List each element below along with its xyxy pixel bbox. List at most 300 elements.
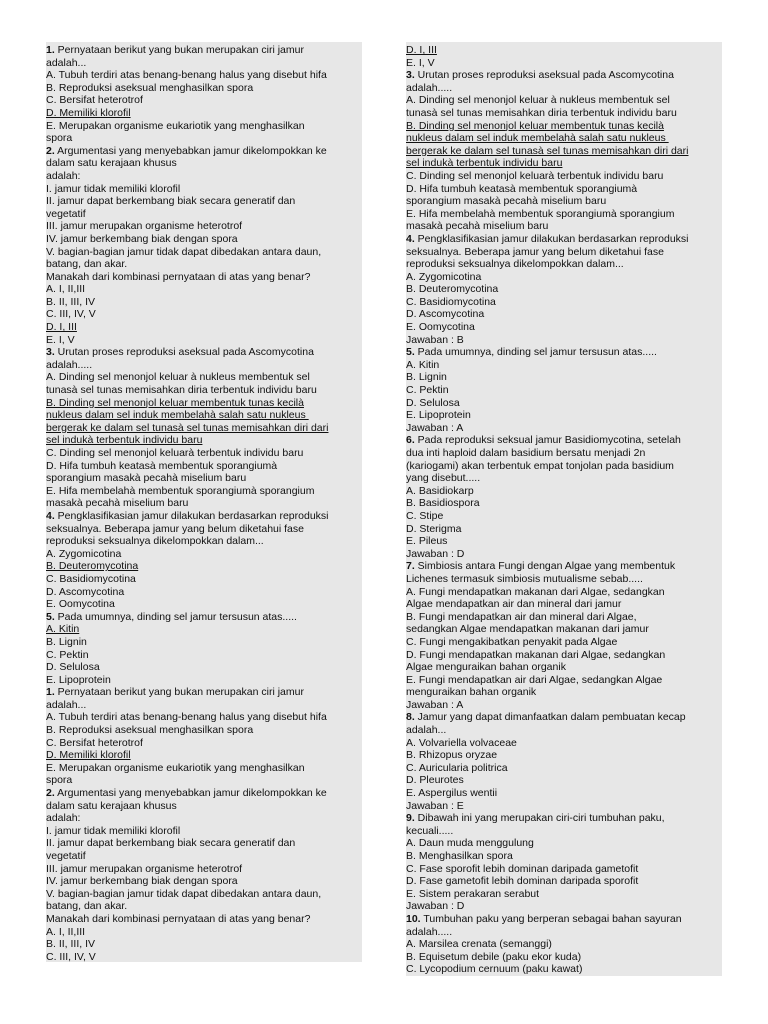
text-line — [46, 94, 362, 107]
text-line — [46, 371, 362, 384]
line-text: Urutan proses reproduksi aseksual pada Ascomycotina — [54, 346, 314, 359]
line-text: II. jamur dapat berkembang biak secara generatif dan — [46, 837, 296, 850]
line-text: E. Merupakan organisme eukariotik yang menghasilkan — [46, 761, 305, 774]
text-line — [46, 661, 362, 674]
text-line — [406, 120, 722, 133]
question-number: 2. — [46, 144, 55, 157]
line-text: A. Kitin — [406, 358, 440, 371]
line-text: B. Rhizopus oryzae — [406, 749, 498, 762]
line-text: E. I, V — [46, 333, 75, 346]
line-text: E. Hifa membelahà membentuk sporangiumà sporangium — [406, 207, 675, 220]
line-text: D. Sterigma — [406, 522, 462, 535]
text-line — [46, 913, 362, 926]
line-text: B. Reproduksi aseksual menghasilkan spora — [46, 81, 254, 94]
text-line — [406, 94, 722, 107]
text-line — [46, 636, 362, 649]
text-line — [406, 762, 722, 775]
line-text: C. Fase sporofit lebih dominan daripada gametofit — [406, 862, 639, 875]
text-line — [406, 57, 722, 70]
text-line — [46, 774, 362, 787]
line-text: Jawaban : A — [406, 421, 464, 434]
line-text: D. Pleurotes — [406, 774, 464, 787]
line-text: kecuali..... — [406, 824, 454, 837]
text-line — [406, 674, 722, 687]
text-line — [406, 82, 722, 95]
line-text: nukleus dalam sel induk membelahà salah satu nukleus — [406, 132, 669, 145]
text-line — [46, 762, 362, 775]
line-text: C. Pektin — [46, 648, 89, 661]
text-line — [46, 875, 362, 888]
line-text: Pernyataan berikut yang bukan merupakan ciri jamur — [54, 686, 304, 699]
line-text: C. Fungi mengakibatkan penyakit pada Algae — [406, 635, 618, 648]
text-line — [46, 258, 362, 271]
question-number: 1. — [46, 44, 55, 56]
line-text: A. Dinding sel menonjol keluar à nukleus membentuk sel — [46, 371, 310, 384]
line-text: A. Tubuh terdiri atas benang-benang halus yang disebut hifa — [46, 711, 327, 724]
text-line — [406, 271, 722, 284]
line-text: B. Basidiospora — [406, 497, 480, 510]
text-line — [406, 812, 722, 825]
line-text: B. Dinding sel menonjol keluar membentuk tunas kecilà — [406, 119, 664, 132]
line-text: Dibawah ini yang merupakan ciri-ciri tumbuhan paku, — [414, 812, 665, 825]
text-line — [406, 560, 722, 573]
text-line — [406, 611, 722, 624]
text-line — [46, 812, 362, 825]
line-text: A. Daun muda menggulung — [406, 837, 534, 850]
line-text: D. Memiliki klorofil — [46, 106, 131, 119]
text-line — [406, 208, 722, 221]
text-line — [46, 409, 362, 422]
text-line — [46, 711, 362, 724]
line-text: E. Aspergilus wentii — [406, 787, 498, 800]
text-line — [406, 636, 722, 649]
text-line — [406, 359, 722, 372]
line-text: B. II, III, IV — [46, 295, 96, 308]
line-text: dua inti haploid dalam basidium bersatu menjadi 2n — [406, 447, 646, 459]
text-line — [406, 850, 722, 863]
question-number: 8. — [406, 711, 415, 724]
text-line — [46, 82, 362, 95]
text-line — [406, 787, 722, 800]
text-line — [46, 523, 362, 536]
text-line — [46, 900, 362, 913]
text-line — [406, 510, 722, 523]
text-line — [406, 573, 722, 586]
line-text: E. Hifa membelahà membentuk sporangiumà sporangium — [46, 484, 315, 497]
text-line — [46, 57, 362, 70]
text-line — [46, 825, 362, 838]
line-text: Algae mendapatkan air dan mineral dari jamur — [406, 598, 622, 611]
line-text: A. I, II,III — [46, 283, 86, 296]
text-line — [46, 724, 362, 737]
text-line — [46, 623, 362, 636]
text-line — [46, 938, 362, 951]
question-number: 4. — [406, 232, 415, 245]
line-text: B. Lignin — [46, 635, 87, 648]
line-text: seksualnya. Beberapa jamur yang belum diketahui fase — [46, 522, 304, 535]
line-text: C. Basidiomycotina — [406, 295, 496, 308]
line-text: IV. jamur berkembang biak dengan spora — [46, 875, 238, 888]
line-text: adalah... — [406, 724, 447, 737]
line-text: E. Oomycotina — [46, 598, 115, 611]
line-text: yang disebut..... — [406, 472, 481, 485]
text-line — [46, 397, 362, 410]
question-number: 5. — [46, 610, 55, 623]
line-text: C. Auricularia politrica — [406, 761, 508, 774]
text-line — [406, 258, 722, 271]
text-line — [406, 888, 722, 901]
text-line — [46, 170, 362, 183]
line-text: sporangium masakà pecahà miselium baru — [406, 195, 607, 208]
text-line — [46, 447, 362, 460]
line-text: masakà pecahà miselium baru — [406, 220, 549, 233]
text-line — [46, 926, 362, 939]
text-line — [406, 837, 722, 850]
line-text: adalah: — [46, 169, 81, 182]
line-text: Jawaban : D — [406, 547, 465, 560]
question-number: 7. — [406, 560, 415, 573]
line-text: A. Volvariella volvaceae — [406, 736, 517, 749]
text-line — [46, 951, 362, 964]
text-line — [406, 233, 722, 246]
text-line — [406, 460, 722, 473]
line-text: Tumbuhan paku yang berperan sebagai bahan sayuran — [420, 912, 682, 925]
line-text: E. Sistem perakaran serabut — [406, 887, 540, 900]
text-line — [46, 497, 362, 510]
text-line — [46, 132, 362, 145]
text-line — [406, 397, 722, 410]
line-text: Pada umumnya, dinding sel jamur tersusun atas..... — [414, 346, 657, 359]
text-line — [46, 649, 362, 662]
line-text: reproduksi seksualnya dikelompokkan dalam... — [46, 535, 264, 548]
text-line — [406, 497, 722, 510]
question-number: 6. — [406, 434, 415, 447]
line-text: III. jamur merupakan organisme heterotrof — [46, 862, 243, 875]
question-number: 5. — [406, 346, 415, 359]
text-line — [46, 359, 362, 372]
line-text: bergerak ke dalam sel tunasà sel tunas memisahkan diri dari — [406, 144, 689, 157]
line-text: tunasà sel tunas memisahkan diria terbentuk individu baru — [46, 384, 317, 397]
line-text: reproduksi seksualnya dikelompokkan dalam... — [406, 258, 624, 271]
line-text: dalam satu kerajaan khusus — [46, 799, 177, 812]
line-text: D. Hifa tumbuh keatasà membentuk sporangiumà — [46, 459, 278, 472]
text-line — [406, 623, 722, 636]
line-text: vegetatif — [46, 207, 86, 220]
line-text: A. I, II,III — [46, 925, 86, 938]
question-number: 3. — [46, 346, 55, 359]
question-number: 1. — [46, 686, 55, 699]
line-text: Jawaban : A — [406, 698, 464, 711]
line-text: Lichenes termasuk simbiosis mutualisme sebab..... — [406, 572, 643, 585]
line-text: Jawaban : B — [406, 333, 464, 346]
line-text: E. Lipoprotein — [46, 673, 111, 686]
line-text: nukleus dalam sel induk membelahà salah satu nukleus — [46, 409, 309, 422]
text-line — [406, 195, 722, 208]
line-text: C. III, IV, V — [46, 950, 96, 963]
line-text: spora — [46, 774, 73, 787]
text-line — [46, 535, 362, 548]
line-text: B. Reproduksi aseksual menghasilkan spora — [46, 724, 254, 737]
text-line — [406, 308, 722, 321]
text-line — [46, 800, 362, 813]
line-text: E. Merupakan organisme eukariotik yang menghasilkan — [46, 119, 305, 132]
line-text: Jawaban : D — [406, 900, 465, 913]
text-line — [46, 384, 362, 397]
text-line — [406, 296, 722, 309]
line-text: Pengklasifikasian jamur dilakukan berdasarkan reproduksi — [414, 232, 689, 245]
line-text: II. jamur dapat berkembang biak secara generatif dan — [46, 195, 296, 208]
line-text: B. Deuteromycotina — [406, 283, 499, 296]
text-line — [406, 346, 722, 359]
text-line — [406, 800, 722, 813]
text-line — [46, 434, 362, 447]
text-line — [46, 107, 362, 120]
text-line — [406, 875, 722, 888]
line-text: sel indukà terbentuk individu baru — [46, 434, 203, 447]
text-line — [406, 334, 722, 347]
line-text: Pada reproduksi seksual jamur Basidiomycotina, setelah — [414, 434, 681, 447]
text-line — [46, 686, 362, 699]
text-line — [406, 686, 722, 699]
line-text: D. Hifa tumbuh keatasà membentuk sporangiumà — [406, 182, 638, 195]
question-number: 4. — [46, 509, 55, 522]
text-line — [46, 460, 362, 473]
text-line — [46, 346, 362, 359]
text-line — [46, 157, 362, 170]
line-text: A. Zygomicotina — [46, 547, 122, 560]
text-line — [406, 586, 722, 599]
line-text: Algae menguraikan bahan organik — [406, 661, 566, 674]
text-line — [406, 246, 722, 259]
line-text: I. jamur tidak memiliki klorofil — [46, 182, 181, 195]
line-text: (kariogami) akan terbentuk empat tonjolan pada basidium — [406, 459, 674, 472]
question-number: 3. — [406, 69, 415, 82]
line-text: Simbiosis antara Fungi dengan Algae yang membentuk — [414, 560, 676, 573]
left-column — [46, 42, 362, 962]
text-line — [406, 447, 722, 460]
line-text: Argumentasi yang menyebabkan jamur dikelompokkan ke — [54, 144, 327, 157]
line-text: A. Dinding sel menonjol keluar à nukleus membentuk sel — [406, 94, 670, 107]
line-text: tunasà sel tunas memisahkan diria terbentuk individu baru — [406, 106, 677, 119]
text-line — [46, 837, 362, 850]
line-text: A. Fungi mendapatkan makanan dari Algae, sedangkan — [406, 585, 665, 598]
line-text: C. Pektin — [406, 384, 449, 397]
line-text: E. I, V — [406, 56, 435, 69]
text-line — [46, 472, 362, 485]
line-text: A. Kitin — [46, 623, 80, 636]
text-line — [406, 963, 722, 976]
line-text: B. Equisetum debile (paku ekor kuda) — [406, 950, 582, 963]
line-text: A. Marsilea crenata (semanggi) — [406, 938, 552, 951]
text-line — [406, 926, 722, 939]
question-number: 9. — [406, 812, 415, 825]
text-line — [46, 283, 362, 296]
line-text: C. Dinding sel menonjol keluarà terbentuk individu baru — [46, 447, 304, 459]
text-line — [46, 308, 362, 321]
line-text: vegetatif — [46, 850, 86, 862]
line-text: adalah... — [46, 698, 87, 711]
line-text: E. Oomycotina — [406, 321, 475, 334]
text-line — [46, 296, 362, 309]
line-text: adalah: — [46, 812, 81, 825]
text-line — [406, 523, 722, 536]
text-line — [406, 485, 722, 498]
line-text: B. II, III, IV — [46, 938, 96, 951]
line-text: bergerak ke dalam sel tunasà sel tunas memisahkan diri dari — [46, 421, 329, 434]
text-line — [46, 737, 362, 750]
line-text: D. I, III — [406, 44, 437, 56]
line-text: B. Lignin — [406, 371, 447, 384]
text-line — [46, 510, 362, 523]
line-text: D. Selulosa — [46, 661, 100, 674]
text-line — [406, 938, 722, 951]
text-line — [46, 611, 362, 624]
text-line — [46, 586, 362, 599]
text-line — [406, 321, 722, 334]
text-line — [46, 321, 362, 334]
line-text: C. Bersifat heterotrof — [46, 736, 143, 749]
text-line — [406, 825, 722, 838]
text-line — [406, 283, 722, 296]
text-line — [406, 699, 722, 712]
text-line — [46, 120, 362, 133]
line-text: Manakah dari kombinasi pernyataan di atas yang benar? — [46, 270, 311, 283]
line-text: batang, dan akar. — [46, 900, 128, 913]
line-text: C. Bersifat heterotrof — [46, 94, 143, 107]
line-text: D. Selulosa — [406, 396, 460, 409]
line-text: C. Lycopodium cernuum (paku kawat) — [406, 963, 583, 976]
line-text: V. bagian-bagian jamur tidak dapat dibedakan antara daun, — [46, 245, 322, 258]
text-line — [46, 195, 362, 208]
text-line — [406, 711, 722, 724]
text-line — [406, 598, 722, 611]
line-text: C. III, IV, V — [46, 308, 96, 321]
text-line — [46, 485, 362, 498]
text-line — [46, 888, 362, 901]
line-text: E. Fungi mendapatkan air dari Algae, sedangkan Algae — [406, 673, 663, 686]
text-line — [406, 749, 722, 762]
text-line — [46, 749, 362, 762]
text-line — [46, 208, 362, 221]
text-line — [46, 548, 362, 561]
line-text: A. Zygomicotina — [406, 270, 482, 283]
text-line — [406, 170, 722, 183]
text-line — [46, 44, 362, 57]
right-column — [406, 42, 722, 976]
line-text: Argumentasi yang menyebabkan jamur dikelompokkan ke — [54, 787, 327, 800]
text-line — [46, 787, 362, 800]
line-text: D. Memiliki klorofil — [46, 749, 131, 762]
text-line — [46, 699, 362, 712]
line-text: spora — [46, 132, 73, 145]
line-text: Manakah dari kombinasi pernyataan di atas yang benar? — [46, 912, 311, 925]
text-line — [406, 384, 722, 397]
line-text: IV. jamur berkembang biak dengan spora — [46, 232, 238, 245]
line-text: Pernyataan berikut yang bukan merupakan ciri jamur — [54, 44, 304, 56]
line-text: B. Menghasilkan spora — [406, 850, 513, 862]
text-line — [46, 271, 362, 284]
text-line — [406, 913, 722, 926]
line-text: B. Dinding sel menonjol keluar membentuk tunas kecilà — [46, 396, 304, 409]
text-line — [406, 183, 722, 196]
text-line — [46, 674, 362, 687]
text-line — [406, 371, 722, 384]
line-text: E. Lipoprotein — [406, 409, 471, 422]
text-line — [406, 661, 722, 674]
text-line — [406, 132, 722, 145]
line-text: D. Ascomycotina — [46, 585, 125, 598]
line-text: sedangkan Algae mendapatkan makanan dari jamur — [406, 623, 649, 636]
line-text: sel indukà terbentuk individu baru — [406, 157, 563, 170]
text-line — [406, 107, 722, 120]
line-text: adalah..... — [406, 81, 453, 94]
text-line — [406, 434, 722, 447]
text-line — [406, 863, 722, 876]
line-text: masakà pecahà miselium baru — [46, 497, 189, 510]
line-text: adalah..... — [46, 358, 93, 371]
text-line — [46, 145, 362, 158]
text-line — [406, 774, 722, 787]
line-text: E. Pileus — [406, 535, 448, 548]
line-text: dalam satu kerajaan khusus — [46, 157, 177, 170]
text-line — [46, 233, 362, 246]
text-line — [406, 900, 722, 913]
line-text: batang, dan akar. — [46, 258, 128, 271]
line-text: adalah... — [46, 56, 87, 69]
text-line — [406, 472, 722, 485]
text-line — [46, 863, 362, 876]
text-line — [46, 246, 362, 259]
text-line — [46, 850, 362, 863]
text-line — [46, 69, 362, 82]
text-line — [406, 422, 722, 435]
text-line — [46, 422, 362, 435]
line-text: D. Ascomycotina — [406, 308, 485, 321]
text-line — [406, 409, 722, 422]
line-text: D. Fase gametofit lebih dominan daripada sporofit — [406, 875, 639, 888]
text-line — [406, 951, 722, 964]
text-line — [406, 220, 722, 233]
line-text: Urutan proses reproduksi aseksual pada Ascomycotina — [414, 69, 674, 82]
line-text: A. Tubuh terdiri atas benang-benang halus yang disebut hifa — [46, 69, 327, 82]
line-text: I. jamur tidak memiliki klorofil — [46, 824, 181, 837]
line-text: A. Basidiokarp — [406, 484, 474, 497]
text-line — [406, 548, 722, 561]
line-text: Jawaban : E — [406, 799, 464, 812]
line-text: C. Basidiomycotina — [46, 572, 136, 585]
line-text: B. Deuteromycotina — [46, 560, 139, 573]
question-number: 10. — [406, 912, 421, 925]
line-text: menguraikan bahan organik — [406, 686, 537, 699]
text-line — [46, 220, 362, 233]
line-text: C. Stipe — [406, 509, 444, 522]
line-text: adalah..... — [406, 925, 453, 938]
text-line — [406, 737, 722, 750]
text-line — [406, 145, 722, 158]
text-line — [406, 724, 722, 737]
text-line — [406, 44, 722, 57]
text-line — [406, 649, 722, 662]
text-line — [46, 183, 362, 196]
text-line — [46, 560, 362, 573]
line-text: III. jamur merupakan organisme heterotrof — [46, 220, 243, 233]
text-line — [46, 573, 362, 586]
line-text: D. Fungi mendapatkan makanan dari Algae, sedangkan — [406, 648, 666, 661]
line-text: seksualnya. Beberapa jamur yang belum diketahui fase — [406, 245, 664, 258]
line-text: B. Fungi mendapatkan air dan mineral dari Algae, — [406, 610, 637, 623]
text-line — [46, 334, 362, 347]
text-line — [46, 598, 362, 611]
